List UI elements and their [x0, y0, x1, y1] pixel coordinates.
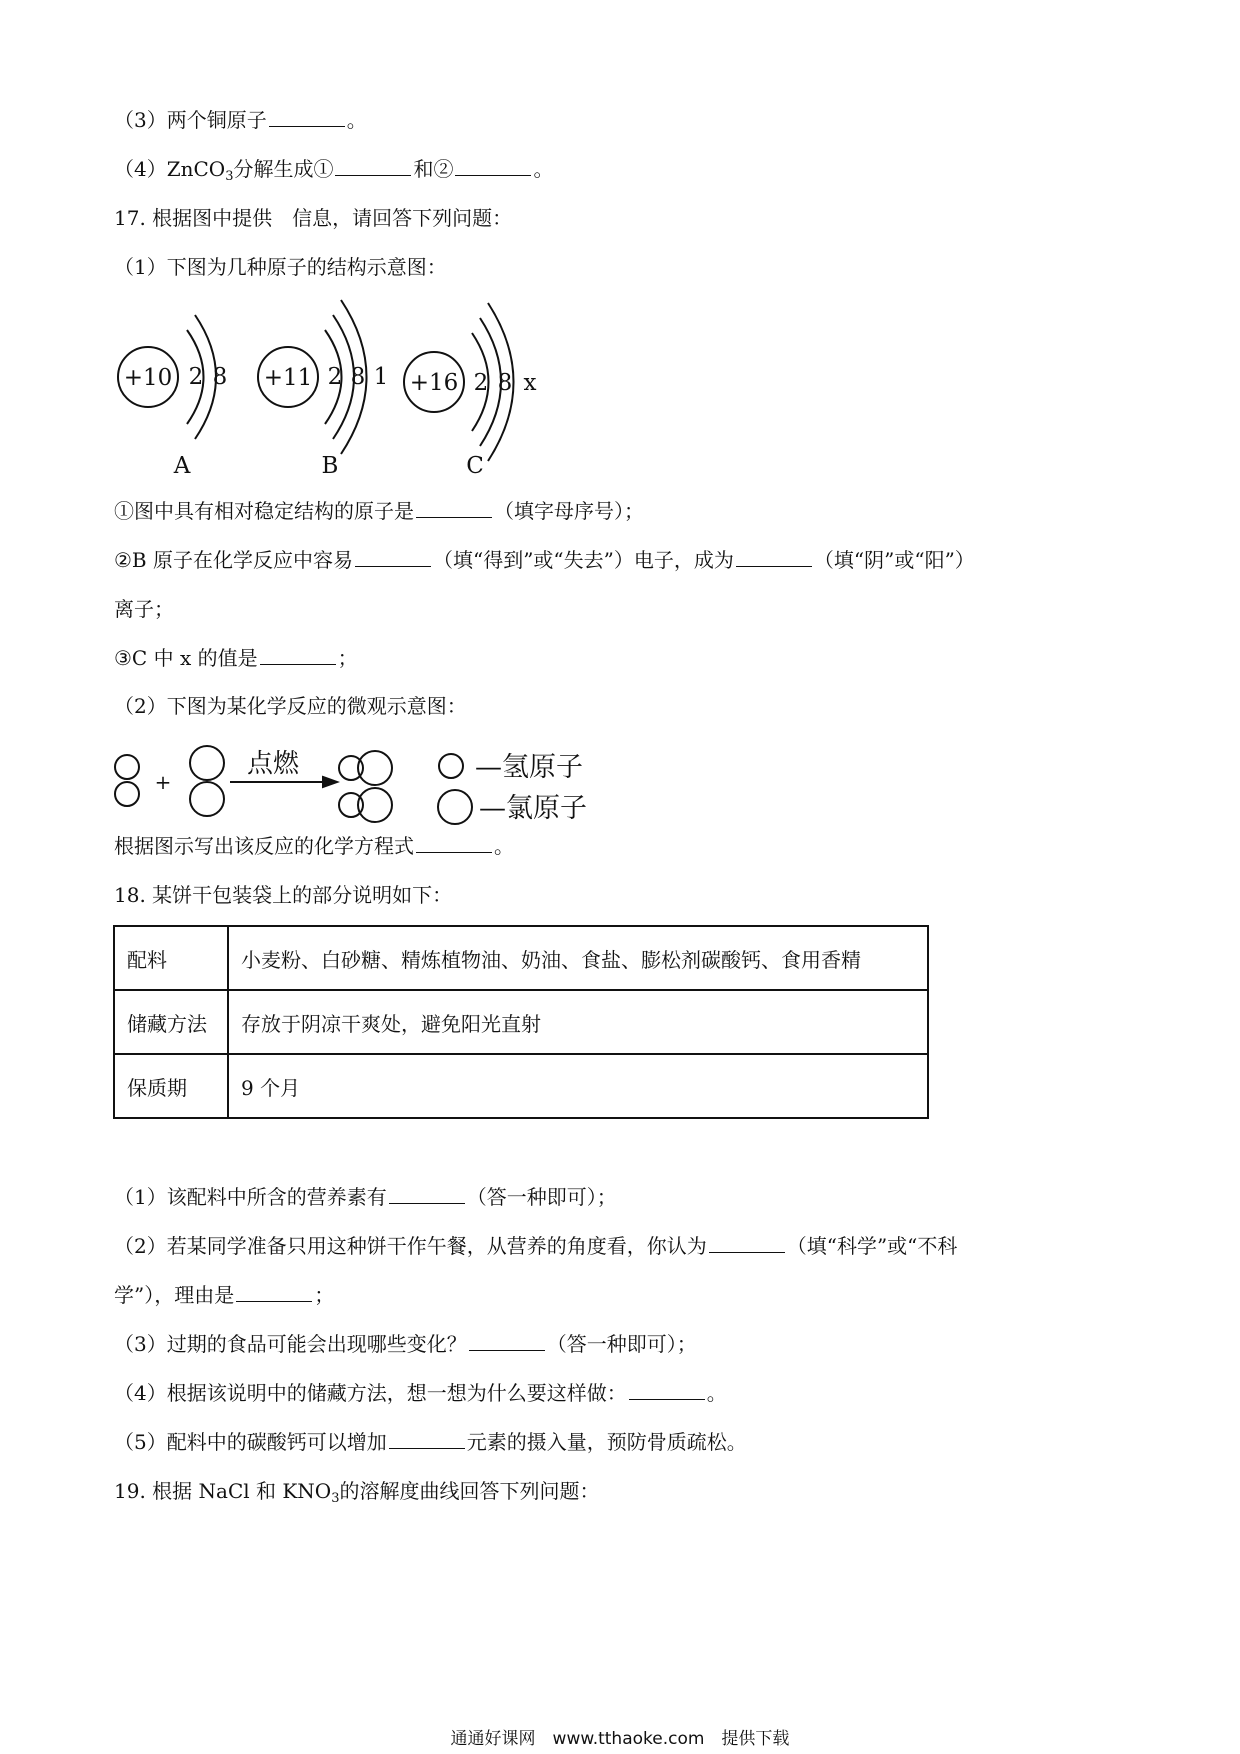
answer-blank[interactable] — [455, 155, 531, 176]
answer-blank[interactable] — [416, 497, 492, 518]
q18-s4: （4）根据该说明中的储藏方法，想一想为什么要这样做： 。 — [114, 1381, 727, 1405]
answer-blank[interactable] — [335, 155, 411, 176]
q18-s2-cont: 学”），理由是 ； — [114, 1283, 335, 1307]
q18-s1: （1）该配料中所含的营养素有 （答一种即可）； — [114, 1185, 617, 1209]
svg-text:8: 8 — [212, 364, 228, 390]
svg-text:1: 1 — [373, 364, 389, 390]
svg-text:x: x — [523, 370, 537, 396]
svg-text:2: 2 — [473, 370, 489, 396]
answer-blank[interactable] — [469, 1330, 545, 1351]
plus-sign: + — [154, 770, 172, 794]
answer-blank[interactable] — [709, 1232, 785, 1253]
page-footer: 通通好课网 www.tthaoke.com 提供下载 — [450, 1729, 790, 1749]
svg-text:2: 2 — [327, 364, 343, 390]
biscuit-spec-table — [113, 925, 929, 1119]
answer-blank[interactable] — [236, 1281, 312, 1302]
answer-blank[interactable] — [260, 644, 336, 665]
q16-3: （3）两个铜原子 。 — [114, 108, 367, 132]
table-row: 储藏方法 存放于阴凉干爽处，避免阳光直射 — [114, 990, 928, 1054]
atom-c-label: C — [466, 453, 484, 479]
q17-title: 17. 根据图中提供 信息，请回答下列问题： — [114, 206, 513, 230]
reaction-diagram — [105, 735, 635, 835]
q18-s3: （3）过期的食品可能会出现哪些变化？ （答一种即可）； — [114, 1332, 697, 1356]
atom-b-nucleus: +11 — [263, 365, 313, 391]
reaction-condition: 点燃 — [246, 749, 300, 779]
table-row: 保质期 9 个月 — [114, 1054, 928, 1118]
atom-b-label: B — [321, 453, 339, 479]
q18-s5: （5）配料中的碳酸钙可以增加 元素的摄入量，预防骨质疏松。 — [114, 1430, 747, 1454]
answer-blank[interactable] — [389, 1183, 465, 1204]
answer-blank[interactable] — [416, 832, 492, 853]
q18-title: 18. 某饼干包装袋上的部分说明如下： — [114, 883, 453, 907]
atom-a-nucleus: +10 — [123, 365, 173, 391]
svg-text:8: 8 — [497, 370, 513, 396]
legend-chlorine: —氯原子 — [479, 793, 587, 824]
answer-blank[interactable] — [269, 106, 345, 127]
q17-s2: ②B 原子在化学反应中容易 （填“得到”或“失去”）电子，成为 （填“阴”或“阳”） — [114, 548, 975, 572]
legend-hydrogen: —氢原子 — [475, 752, 583, 783]
svg-text:8: 8 — [350, 364, 366, 390]
q19-title: 19. 根据 NaCl 和 $KNO_3$的溶解度曲线回答下列问题： — [114, 1479, 600, 1506]
q17-part2-intro: （2）下图为某化学反应的微观示意图： — [114, 694, 467, 718]
answer-blank[interactable] — [629, 1379, 705, 1400]
atom-structure-diagram — [100, 295, 580, 480]
atom-c-nucleus: +16 — [409, 370, 459, 396]
q17-s1: ①图中具有相对稳定结构的原子是 （填字母序号）； — [114, 499, 644, 523]
answer-blank[interactable] — [736, 546, 812, 567]
q17-part1-intro: （1）下图为几种原子的结构示意图： — [114, 255, 447, 279]
q18-s2: （2）若某同学准备只用这种饼干作午餐，从营养的角度看，你认为 （填“科学”或“不科 — [114, 1234, 958, 1258]
atom-a-label: A — [173, 453, 191, 479]
svg-text:2: 2 — [188, 364, 204, 390]
table-row: 配料 小麦粉、白砂糖、精炼植物油、奶油、食盐、膨松剂碳酸钙、食用香精 — [114, 926, 928, 990]
q17-s3: ③C 中 x 的值是 ； — [114, 646, 358, 670]
q16-4: （4）ZnCO$_3$分解生成① 和② 。 — [114, 157, 554, 184]
q17-s2-cont: 离子； — [114, 597, 174, 621]
answer-blank[interactable] — [355, 546, 431, 567]
q17-s4: 根据图示写出该反应的化学方程式 。 — [114, 834, 514, 858]
answer-blank[interactable] — [389, 1428, 465, 1449]
